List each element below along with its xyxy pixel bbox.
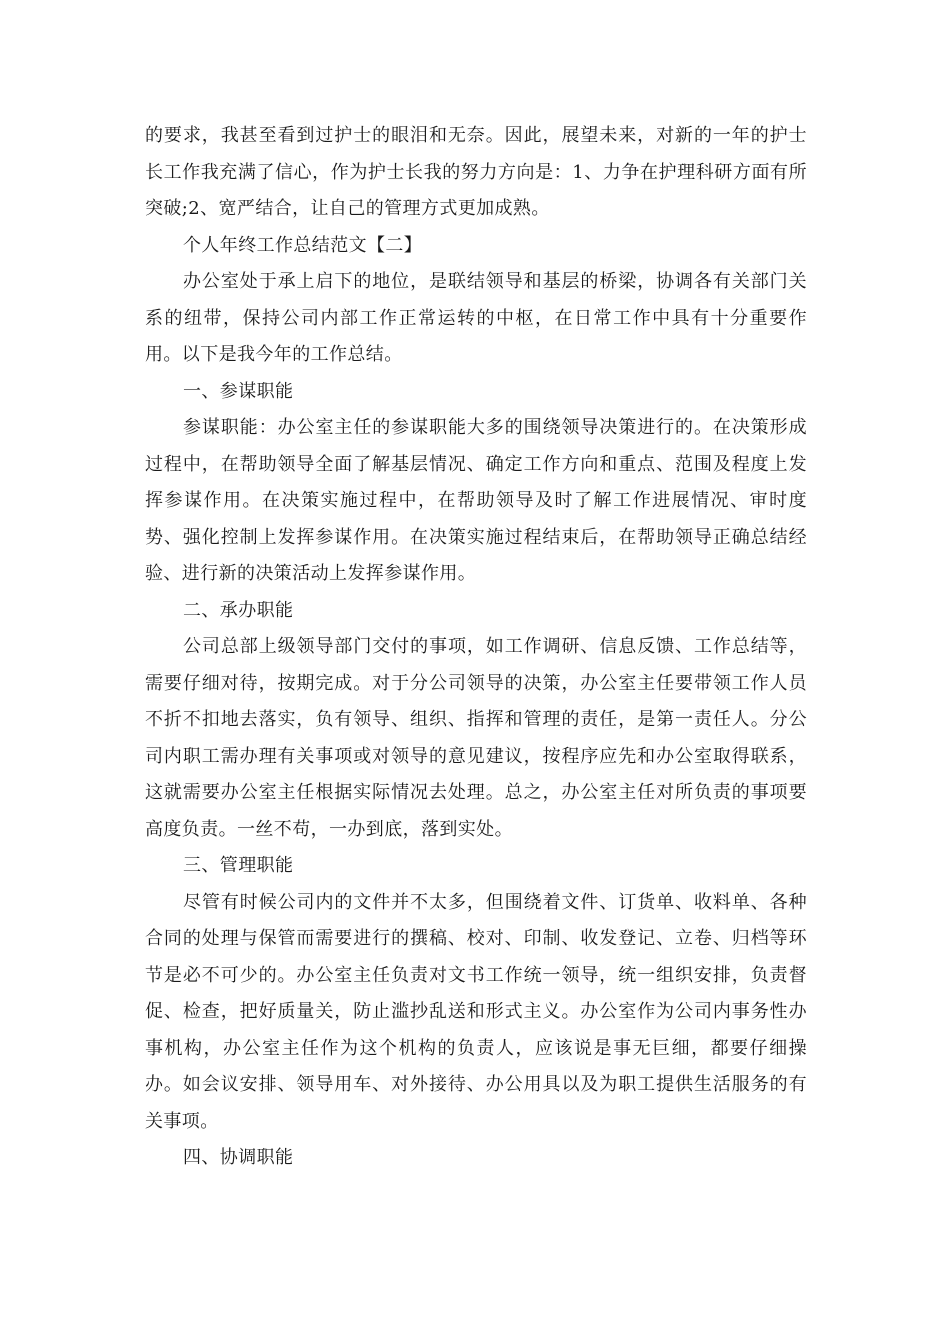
section-title-summary-two: 个人年终工作总结范文【二】 xyxy=(183,234,423,256)
body-paragraph-nurse-goals: 的要求，我甚至看到过护士的眼泪和无奈。因此，展望未来，对新的一年的护士长工作我充满了信心，作为护士长我的努力方向是：1、力争在护理科研方面有所突破;2、宽严结合，让自己的管理方式更加成熟。 xyxy=(145,125,807,219)
body-paragraph-advisory: 参谋职能：办公室主任的参谋职能大多的围绕领导决策进行的。在决策形成过程中，在帮助领导全面了解基层情况、确定工作方向和重点、范围及程度上发挥参谋作用。在决策实施过程中，在帮助领导及时了解工作进展情况、审时度势、强化控制上发挥参谋作用。在决策实施过程结束后，在帮助领导正确总结经验、进行新的决策活动上发挥参谋作用。 xyxy=(145,417,807,584)
heading-undertaking-function: 二、承办职能 xyxy=(183,599,294,621)
body-paragraph-undertaking: 公司总部上级领导部门交付的事项，如工作调研、信息反馈、工作总结等，需要仔细对待，按期完成。对于分公司领导的决策，办公室主任要带领工作人员不折不扣地去落实，负有领导、组织、指挥和管理的责任，是第一责任人。分公司内职工需办理有关事项或对领导的意见建议，按程序应先和办公室取得联系，这就需要办公室主任根据实际情况去处理。总之，办公室主任对所负责的事项要高度负责。一丝不苟，一办到底，落到实处。 xyxy=(145,636,807,840)
body-paragraph-office-role: 办公室处于承上启下的地位，是联结领导和基层的桥梁，协调各有关部门关系的纽带，保持公司内部工作正常运转的中枢，在日常工作中具有十分重要作用。以下是我今年的工作总结。 xyxy=(145,271,807,365)
heading-advisory-function: 一、参谋职能 xyxy=(183,380,294,402)
body-paragraph-management: 尽管有时候公司内的文件并不太多，但围绕着文件、订货单、收料单、各种合同的处理与保管而需要进行的撰稿、校对、印制、收发登记、立卷、归档等环节是必不可少的。办公室主任负责对文书工作统一领导，统一组织安排，负责督促、检查，把好质量关，防止滥抄乱送和形式主义。办公室作为公司内事务性办事机构，办公室主任作为这个机构的负责人，应该说是事无巨细，都要仔细操办。如会议安排、领导用车、对外接待、办公用具以及为职工提供生活服务的有关事项。 xyxy=(145,891,807,1132)
heading-coordination-function: 四、协调职能 xyxy=(183,1147,294,1168)
heading-management-function: 三、管理职能 xyxy=(183,855,294,876)
document-page xyxy=(145,118,807,1177)
